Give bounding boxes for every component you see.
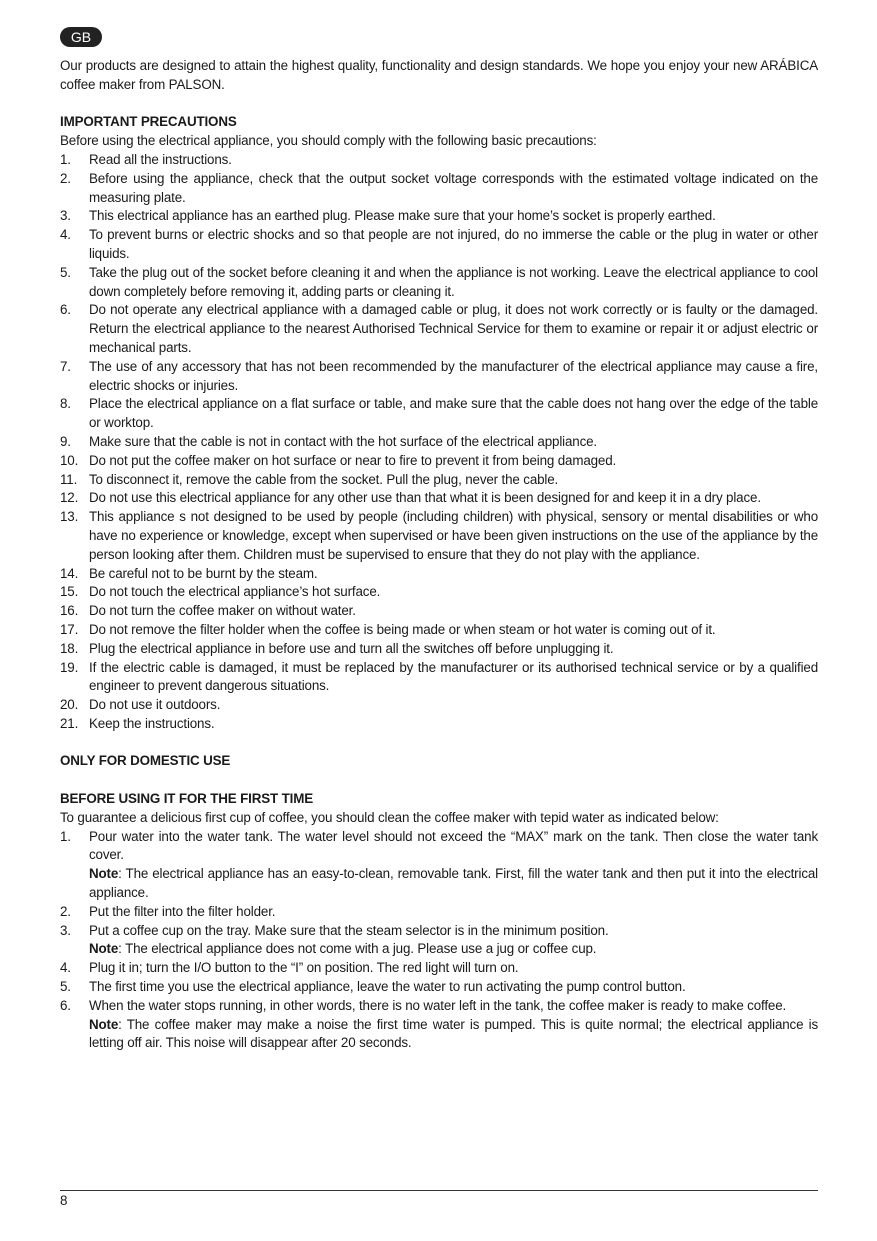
note-label: Note (89, 866, 119, 882)
list-item (60, 301, 818, 357)
note-label: Note (89, 941, 119, 957)
list-item-number: 5. (60, 264, 71, 280)
list-item-text: This appliance s not designed to be used by people (including children) with physical, sensory or mental disabilities or who have no experience or knowledge, except when supervised or have been given instructions on the use of the appliance by the person looking after them. Children must be supervised to ensure that they do not play with the appliance. (89, 509, 818, 562)
list-item (60, 959, 818, 978)
list-item-number: 19. (60, 659, 79, 675)
precautions-lead: Before using the electrical appliance, you should comply with the following basic precautions: (60, 133, 597, 149)
list-item (60, 170, 818, 208)
list-item-number: 15. (60, 584, 79, 600)
list-item-text: Do not operate any electrical appliance with a damaged cable or plug, it does not work correctly or is faulty or the damaged. Return the electrical appliance to the nearest Authorised Technical Service for them to examine or repair it or adjust electric or mechanical parts. (89, 302, 818, 355)
list-item-text: The first time you use the electrical appliance, leave the water to run activating the pump control button. (89, 979, 686, 995)
list-item (60, 471, 818, 490)
note-text: : The electrical appliance does not come with a jug. Please use a jug or coffee cup. (118, 941, 597, 957)
list-item-number: 6. (60, 997, 71, 1013)
list-item-number: 10. (60, 452, 79, 468)
list-item (60, 640, 818, 659)
list-item-number: 2. (60, 903, 71, 919)
list-item (60, 602, 818, 621)
list-item (60, 226, 818, 264)
first-time-heading: BEFORE USING IT FOR THE FIRST TIME (60, 791, 314, 807)
list-item-number: 14. (60, 565, 79, 581)
list-item-text: Do not remove the filter holder when the coffee is being made or when steam or hot water is coming out of it. (89, 621, 716, 637)
list-item (60, 978, 818, 997)
list-item-number: 21. (60, 715, 79, 731)
list-item-number: 17. (60, 621, 79, 637)
list-item-number: 4. (60, 227, 71, 243)
list-item-text: Keep the instructions. (89, 715, 215, 731)
list-item (60, 433, 818, 452)
list-item-text: This electrical appliance has an earthed plug. Please make sure that your home’s socket is properly earthed. (89, 208, 716, 224)
list-item-text: If the electric cable is damaged, it must be replaced by the manufacturer or its authorised technical service or by a qualified engineer to prevent dangerous situations. (89, 659, 818, 694)
footer-divider (60, 1190, 818, 1191)
list-item-text: To prevent burns or electric shocks and so that people are not injured, do no immerse the cable or the plug in water or other liquids. (89, 227, 818, 261)
list-item (60, 659, 818, 697)
language-badge: GB (60, 27, 102, 47)
list-item (60, 621, 818, 640)
list-item-text: When the water stops running, in other words, there is no water left in the tank, the coffee maker is ready to make coffee. (89, 997, 787, 1013)
list-item-number: 11. (60, 471, 78, 487)
list-item-note (89, 865, 818, 903)
list-item-note (89, 1016, 818, 1054)
page-number: 8 (60, 1193, 68, 1208)
list-item-number: 5. (60, 979, 71, 995)
list-item (60, 207, 818, 226)
list-item (60, 489, 818, 508)
list-item-number: 18. (60, 640, 79, 656)
list-item-text: Place the electrical appliance on a flat surface or table, and make sure that the cable does not hang over the edge of the table or worktop. (89, 396, 818, 431)
list-item-number: 1. (60, 151, 71, 167)
domestic-use-heading: ONLY FOR DOMESTIC USE (60, 753, 231, 769)
list-item (60, 508, 818, 564)
first-time-lead: To guarantee a delicious first cup of coffee, you should clean the coffee maker with tepid water as indicated below: (60, 809, 719, 825)
list-item-text: Before using the appliance, check that the output socket voltage corresponds with the estimated voltage indicated on the measuring plate. (89, 170, 818, 205)
list-item-number: 9. (60, 433, 71, 449)
list-item-text: Do not touch the electrical appliance’s hot surface. (89, 584, 381, 600)
list-item-number: 12. (60, 490, 79, 506)
list-item-note (89, 940, 818, 959)
list-item-text: Do not use it outdoors. (89, 697, 221, 713)
list-item-text: Put the filter into the filter holder. (89, 903, 276, 919)
list-item-text: Do not use this electrical appliance for any other use than that what it is been designed for and keep it in a dry place. (89, 490, 761, 506)
list-item-number: 7. (60, 358, 71, 374)
precautions-heading: IMPORTANT PRECAUTIONS (60, 114, 237, 130)
intro-paragraph: Our products are designed to attain the highest quality, functionality and design standards. We hope you enjoy your new ARÁBICA coffee maker from PALSON. (60, 58, 818, 92)
list-item (60, 715, 818, 734)
list-item-text: To disconnect it, remove the cable from the socket. Pull the plug, never the cable. (89, 471, 559, 487)
note-text: : The electrical appliance has an easy-to-clean, removable tank. First, fill the water tank and then put it into the electrical appliance. (89, 866, 818, 901)
first-time-list (60, 828, 818, 1054)
list-item-number: 1. (60, 828, 71, 844)
list-item (60, 395, 818, 433)
list-item-number: 20. (60, 697, 79, 713)
list-item-number: 6. (60, 302, 71, 318)
list-item-number: 2. (60, 170, 71, 186)
list-item-text: Plug it in; turn the I/O button to the “I” on position. The red light will turn on. (89, 960, 519, 976)
list-item (60, 358, 818, 396)
list-item-number: 4. (60, 960, 71, 976)
list-item-text: Read all the instructions. (89, 151, 232, 167)
note-text: : The coffee maker may make a noise the first time water is pumped. This is quite normal; the electrical appliance is letting off air. This noise will disappear after 20 seconds. (89, 1016, 818, 1051)
list-item-number: 16. (60, 603, 79, 619)
list-item-text: The use of any accessory that has not been recommended by the manufacturer of the electrical appliance may cause a fire, electric shocks or injuries. (89, 358, 818, 393)
precautions-list (60, 151, 818, 734)
list-item (60, 565, 818, 584)
list-item-text: Be careful not to be burnt by the steam. (89, 565, 318, 581)
list-item-text: Put a coffee cup on the tray. Make sure that the steam selector is in the minimum position. (89, 922, 609, 938)
list-item (60, 903, 818, 922)
list-item-number: 8. (60, 396, 71, 412)
document-body (60, 57, 818, 1053)
list-item (60, 997, 818, 1053)
note-label: Note (89, 1016, 119, 1032)
list-item-text: Take the plug out of the socket before cleaning it and when the appliance is not working. Leave the electrical appliance to cool down completely before removing it, adding parts or cleaning it. (89, 264, 818, 299)
list-item (60, 696, 818, 715)
list-item (60, 828, 818, 903)
list-item-text: Pour water into the water tank. The water level should not exceed the “MAX” mark on the tank. Then close the water tank cover. (89, 828, 818, 863)
list-item (60, 583, 818, 602)
list-item (60, 151, 818, 170)
list-item-number: 3. (60, 208, 71, 224)
list-item-text: Do not put the coffee maker on hot surface or near to fire to prevent it from being damaged. (89, 452, 617, 468)
list-item-text: Make sure that the cable is not in contact with the hot surface of the electrical appliance. (89, 433, 597, 449)
list-item-text: Plug the electrical appliance in before use and turn all the switches off before unplugging it. (89, 640, 614, 656)
list-item-text: Do not turn the coffee maker on without water. (89, 603, 356, 619)
list-item (60, 922, 818, 960)
list-item (60, 264, 818, 302)
list-item-number: 13. (60, 509, 79, 525)
list-item-number: 3. (60, 922, 71, 938)
list-item (60, 452, 818, 471)
